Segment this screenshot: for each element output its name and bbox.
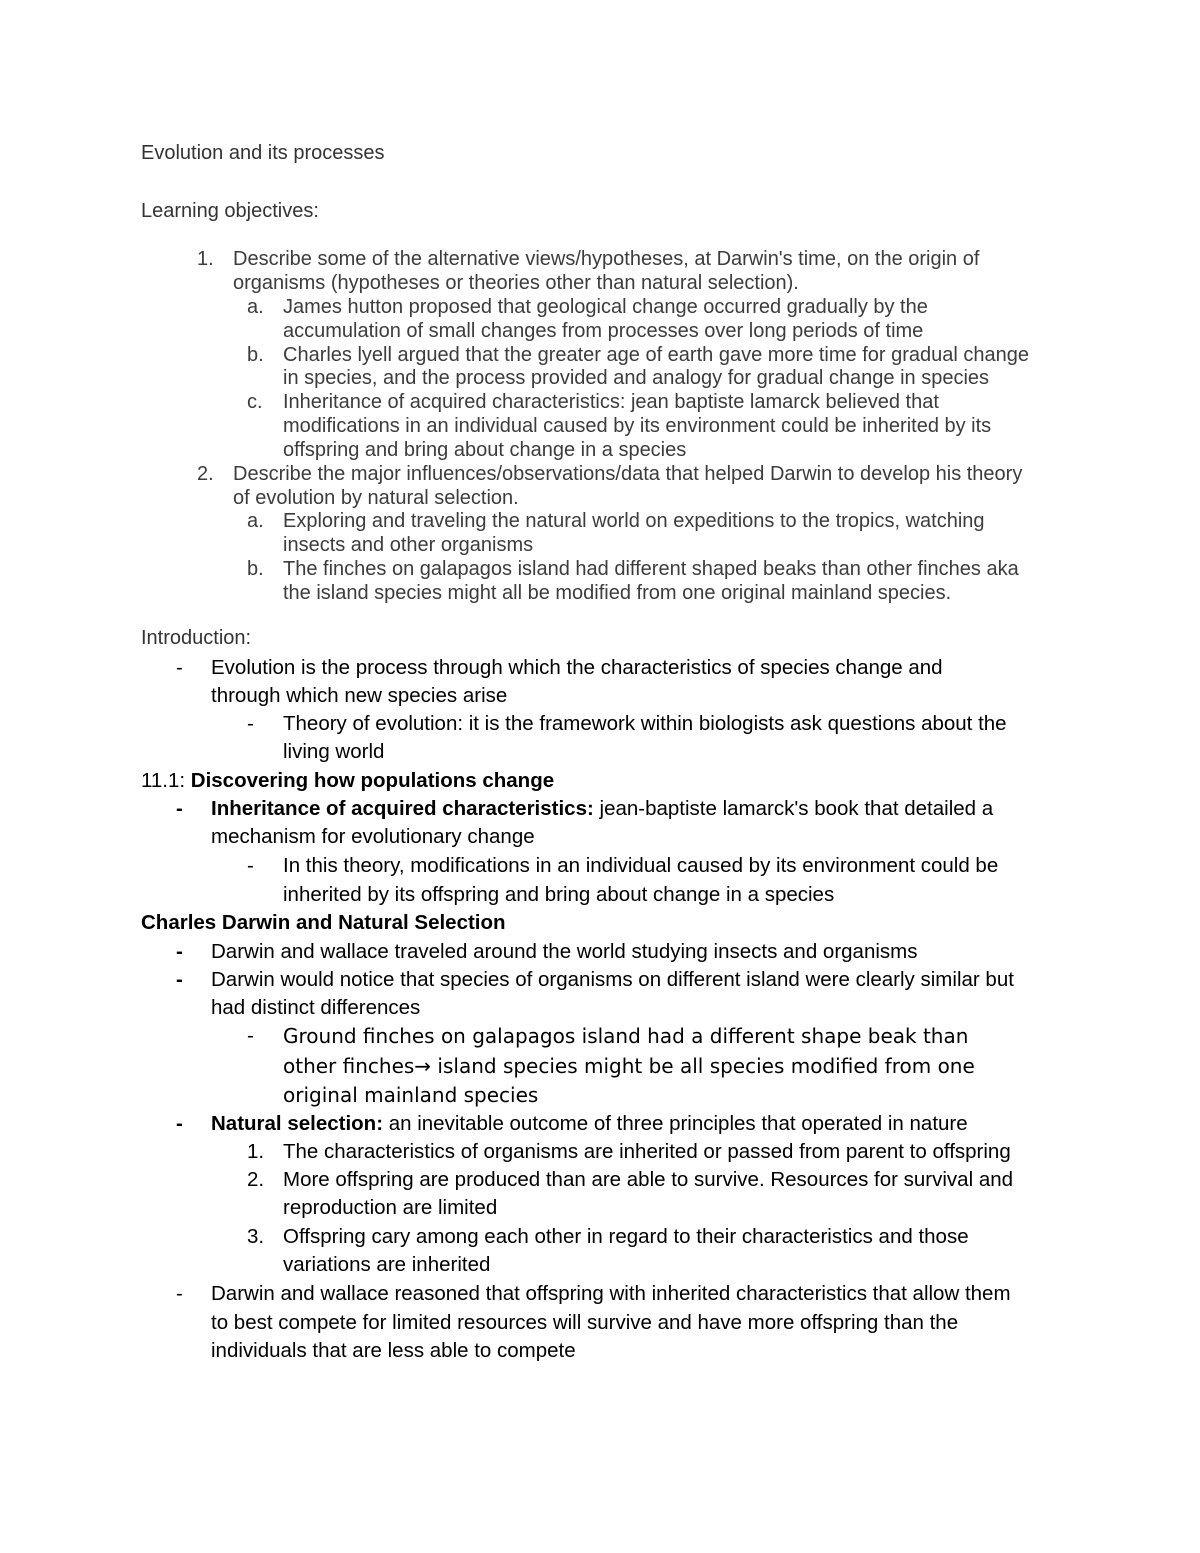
bullet-text: to best compete for limited resources will survive and have more offspring than the (211, 1311, 959, 1334)
section-11-1-heading (141, 769, 554, 793)
objective-text: Describe the major influences/observations/data that helped Darwin to develop his theory (233, 463, 1023, 485)
sub-objective-text: insects and other organisms (283, 534, 534, 556)
document-title: Evolution and its processes (141, 142, 385, 164)
intro-text: through which new species arise (211, 684, 508, 707)
principle-number: 2. (247, 1168, 265, 1191)
sub-objective-letter: b. (247, 558, 264, 580)
bullet-dash: - (176, 656, 183, 679)
sub-objective-text: Charles lyell argued that the greater age of earth gave more time for gradual change (283, 344, 1029, 366)
objective-text: Describe some of the alternative views/hypotheses, at Darwin's time, on the origin of (233, 248, 980, 270)
bullet-dash: - (176, 968, 183, 991)
intro-text: Evolution is the process through which the characteristics of species change and (211, 656, 943, 679)
sub-objective-text: The finches on galapagos island had different shaped beaks than other finches aka (283, 558, 1019, 580)
sub-objective-letter: b. (247, 344, 264, 366)
term-definition: mechanism for evolutionary change (211, 825, 535, 848)
sub-objective-text: Inheritance of acquired characteristics: jean baptiste lamarck believed that (283, 391, 939, 413)
bullet-text: had distinct differences (211, 996, 421, 1019)
sub-objective-text: accumulation of small changes from processes over long periods of time (283, 320, 924, 342)
sub-bullet-text: inherited by its offspring and bring about change in a species (283, 883, 835, 906)
principle-text: The characteristics of organisms are inherited or passed from parent to offspring (283, 1140, 1011, 1163)
objective-text: of evolution by natural selection. (233, 487, 519, 509)
term-definition: jean-baptiste lamarck's book that detailed a (593, 797, 994, 820)
sub-objective-text: in species, and the process provided and analogy for gradual change in species (283, 367, 990, 389)
natural-selection-line (211, 1112, 968, 1136)
darwin-section-heading: Charles Darwin and Natural Selection (141, 911, 506, 934)
bullet-dash: - (176, 1282, 183, 1305)
bullet-text: Darwin would notice that species of organisms on different island were clearly similar but (211, 968, 1014, 991)
principle-number: 1. (247, 1140, 265, 1163)
sub-objective-text: Exploring and traveling the natural world on expeditions to the tropics, watching (283, 510, 985, 532)
term-label: Inheritance of acquired characteristics: (211, 797, 594, 820)
term-line (211, 797, 993, 821)
sub-objective-text: James hutton proposed that geological change occurred gradually by the (283, 296, 928, 318)
bullet-dash: - (176, 1112, 183, 1135)
objective-number: 2. (197, 463, 214, 485)
sub-objective-text: offspring and bring about change in a species (283, 439, 687, 461)
principle-text: reproduction are limited (283, 1196, 498, 1219)
finch-text: original mainland species (283, 1083, 539, 1107)
bullet-text: individuals that are less able to compete (211, 1339, 576, 1362)
principle-text: Offspring cary among each other in regard to their characteristics and those (283, 1225, 969, 1248)
intro-sub-text: Theory of evolution: it is the framework within biologists ask questions about the (283, 712, 1007, 735)
intro-sub-text: living world (283, 740, 385, 763)
objective-number: 1. (197, 248, 214, 270)
bullet-dash: - (247, 712, 254, 735)
finch-text: other finches→ island species might be all species modified from one (283, 1054, 975, 1078)
sub-objective-letter: a. (247, 296, 264, 318)
bullet-dash: - (176, 940, 183, 963)
sub-objective-text: modifications in an individual caused by its environment could be inherited by its (283, 415, 992, 437)
principle-text: variations are inherited (283, 1253, 491, 1276)
bullet-text: Darwin and wallace reasoned that offspring with inherited characteristics that allow them (211, 1282, 1011, 1305)
bullet-dash: - (247, 854, 254, 877)
finch-text: Ground finches on galapagos island had a different shape beak than (283, 1024, 969, 1048)
introduction-heading: Introduction: (141, 627, 252, 649)
principle-text: More offspring are produced than are able to survive. Resources for survival and (283, 1168, 1014, 1191)
objective-text: organisms (hypotheses or theories other than natural selection). (233, 272, 799, 294)
term-definition: an inevitable outcome of three principles that operated in nature (383, 1112, 968, 1135)
section-title: Discovering how populations change (190, 769, 555, 792)
sub-objective-letter: a. (247, 510, 264, 532)
sub-objective-letter: c. (247, 391, 263, 413)
term-label: Natural selection: (211, 1112, 384, 1135)
section-number: 11.1: (141, 769, 191, 792)
bullet-dash: - (247, 1024, 254, 1047)
sub-objective-text: the island species might all be modified from one original mainland species. (283, 582, 952, 604)
bullet-dash: - (176, 797, 183, 820)
principle-number: 3. (247, 1225, 265, 1248)
bullet-text: Darwin and wallace traveled around the world studying insects and organisms (211, 940, 918, 963)
learning-objectives-heading: Learning objectives: (141, 200, 319, 222)
sub-bullet-text: In this theory, modifications in an individual caused by its environment could be (283, 854, 999, 877)
